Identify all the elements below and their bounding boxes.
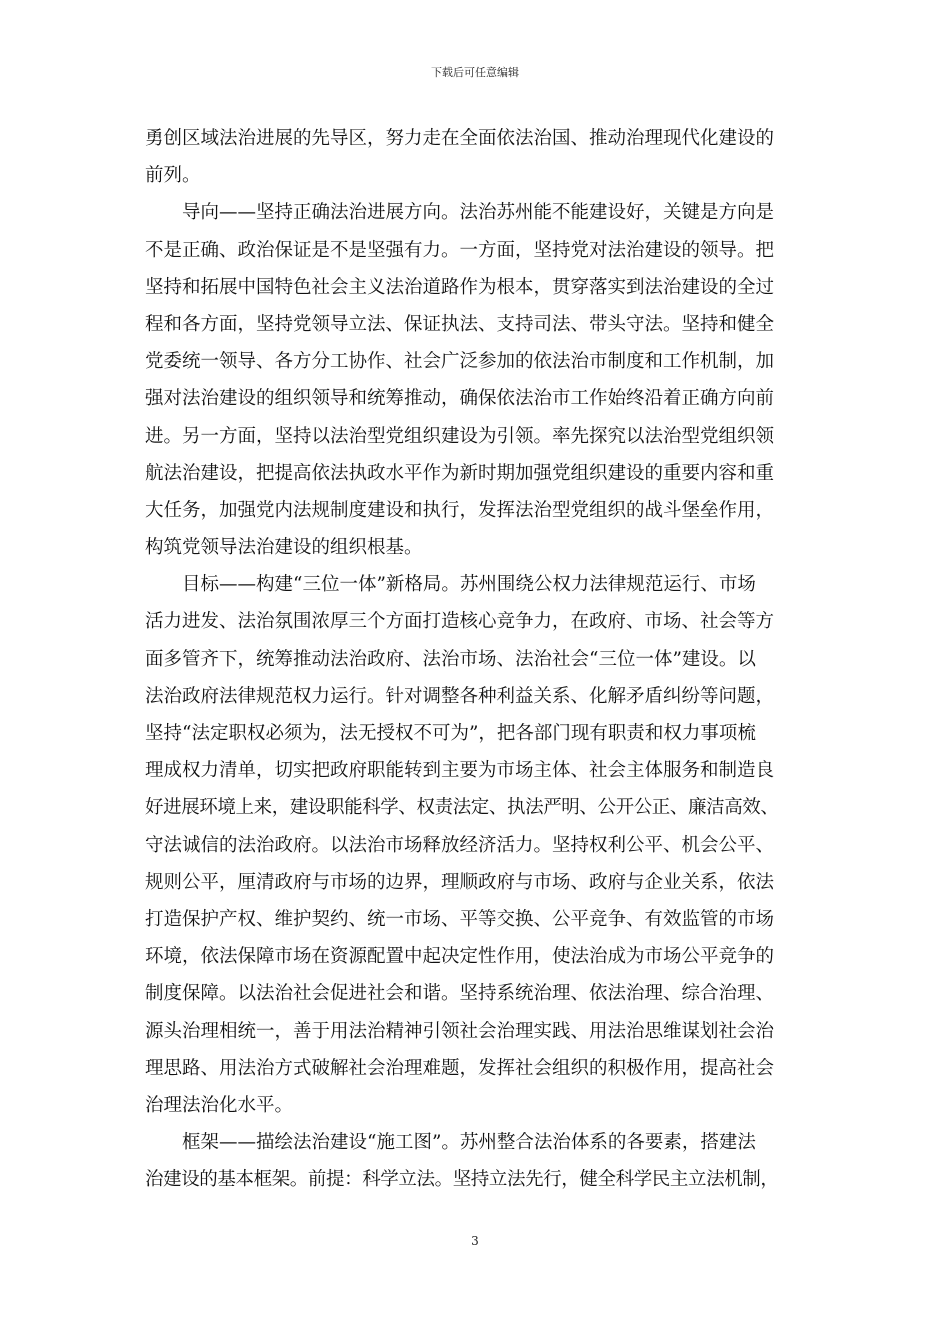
text-line: 活力进发、法治氛围浓厚三个方面打造核心竞争力，在政府、市场、社会等方 bbox=[145, 611, 775, 633]
document-body bbox=[145, 120, 815, 1198]
text-line: 理成权力清单，切实把政府职能转到主要为市场主体、社会主体服务和制造良 bbox=[145, 760, 775, 782]
text-line: 治理法治化水平。 bbox=[145, 1094, 294, 1116]
text-line: 打造保护产权、维护契约、统一市场、平等交换、公平竞争、有效监管的市场 bbox=[145, 908, 775, 930]
text-line: 不是正确、政治保证是不是坚强有力。一方面，坚持党对法治建设的领导。把 bbox=[145, 239, 775, 261]
text-line: 好进展环境上来，建设职能科学、权责法定、执法严明、公开公正、廉洁高效、 bbox=[145, 797, 779, 819]
text-line: 制度保障。以法治社会促进社会和谐。坚持系统治理、依法治理、综合治理、 bbox=[145, 983, 775, 1005]
text-line: 勇创区域法治进展的先导区，努力走在全面依法治国、推动治理现代化建设的 bbox=[145, 128, 775, 149]
text-line: 守法诚信的法治政府。以法治市场释放经济活力。坚持权利公平、机会公平、 bbox=[145, 834, 775, 856]
text-line: 程和各方面，坚持党领导立法、保证执法、支持司法、带头守法。坚持和健全 bbox=[145, 313, 775, 335]
paragraph-start-line: 导向——坚持正确法治进展方向。法治苏州能不能建设好，关键是方向是 bbox=[182, 202, 775, 224]
text-line: 治建设的基本框架。前提：科学立法。坚持立法先行，健全科学民主立法机制， bbox=[145, 1169, 779, 1191]
text-line: 航法治建设，把提高依法执政水平作为新时期加强党组织建设的重要内容和重 bbox=[145, 462, 775, 484]
text-line: 规则公平，厘清政府与市场的边界，理顺政府与市场、政府与企业关系，依法 bbox=[145, 871, 775, 893]
text-line: 坚持和拓展中国特色社会主义法治道路作为根本，贯穿落实到法治建设的全过 bbox=[145, 276, 775, 298]
text-line: 大任务，加强党内法规制度建设和执行，发挥法治型党组织的战斗堡垒作用， bbox=[145, 499, 775, 521]
text-line: 强对法治建设的组织领导和统筹推动，确保依法治市工作始终沿着正确方向前 bbox=[145, 388, 775, 410]
text-line: 前列。 bbox=[145, 165, 201, 187]
text-line: 源头治理相统一，善于用法治精神引领社会治理实践、用法治思维谋划社会治 bbox=[145, 1020, 775, 1042]
paragraph-start-line: 框架——描绘法治建设“施工图”。苏州整合法治体系的各要素，搭建法 bbox=[182, 1132, 756, 1154]
paragraph-start-line: 目标——构建“三位一体”新格局。苏州围绕公权力法律规范运行、市场 bbox=[182, 574, 756, 596]
text-line: 党委统一领导、各方分工协作、社会广泛参加的依法治市制度和工作机制，加 bbox=[145, 351, 775, 373]
text-line: 面多管齐下，统筹推动法治政府、法治市场、法治社会“三位一体”建设。以 bbox=[145, 648, 756, 670]
text-line: 坚持“法定职权必须为，法无授权不可为”，把各部门现有职责和权力事项梳 bbox=[145, 723, 756, 744]
text-line: 构筑党领导法治建设的组织根基。 bbox=[145, 537, 423, 559]
text-line: 进。另一方面，坚持以法治型党组织建设为引领。率先探究以法治型党组织领 bbox=[145, 425, 775, 447]
text-line: 理思路、用法治方式破解社会治理难题，发挥社会组织的积极作用，提高社会 bbox=[145, 1057, 775, 1079]
text-line: 环境，依法保障市场在资源配置中起决定性作用，使法治成为市场公平竞争的 bbox=[145, 946, 775, 968]
text-line: 法治政府法律规范权力运行。针对调整各种利益关系、化解矛盾纠纷等问题， bbox=[145, 685, 775, 707]
page-number: 3 bbox=[471, 1234, 479, 1248]
page-header: 下载后可任意编辑 bbox=[431, 66, 519, 79]
